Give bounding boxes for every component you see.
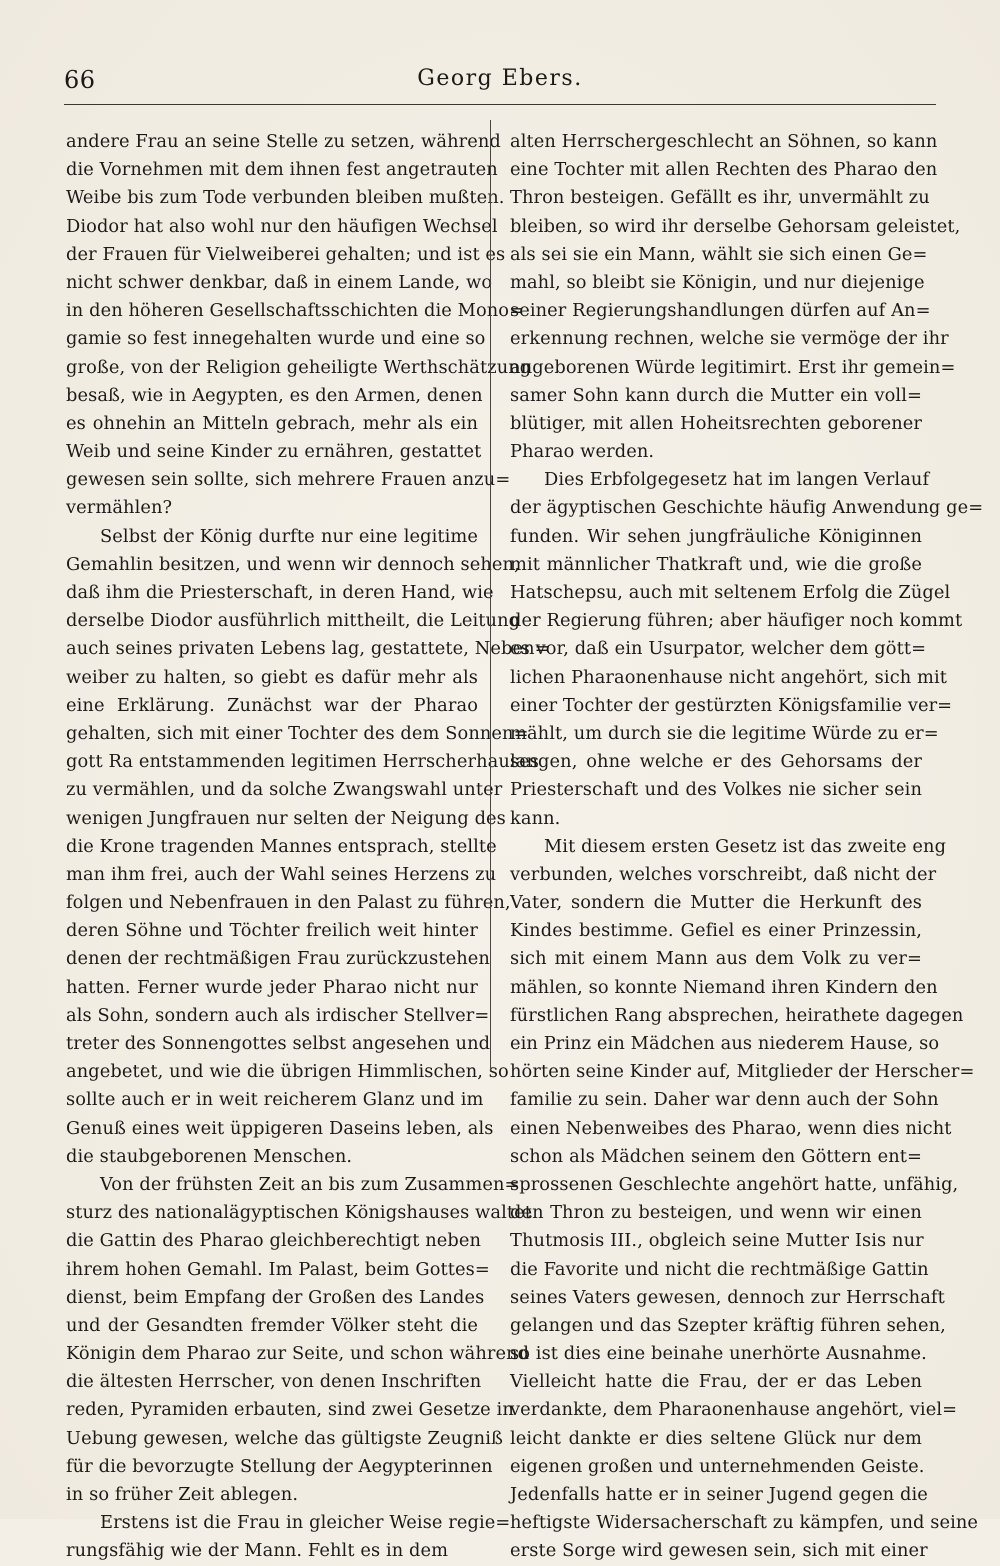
text-line: sprossenen Geschlechte angehört hatte, unfähig, [510,1173,959,1195]
text-line: blütiger, mit allen Hoheitsrechten geborener [510,412,922,434]
text-line: familie zu sein. Daher war denn auch der Sohn [510,1089,939,1111]
text-line: wenigen Jungfrauen nur selten der Neigung des [66,807,506,829]
text-line: gamie so fest innegehalten wurde und eine so [66,328,486,350]
text-line: Uebung gewesen, welche das gültigste Zeugniß [66,1427,503,1449]
text-line: derselbe Diodor ausführlich mittheilt, die Leitung [66,610,521,632]
text-line: eine Erklärung. Zunächst war der Pharao [66,694,478,716]
text-line: Dies Erbfolgegesetz hat im langen Verlauf [544,469,930,491]
text-line: man ihm frei, auch der Wahl seines Herzens zu [66,863,497,885]
text-line: Erstens ist die Frau in gleicher Weise regie= [100,1512,511,1534]
text-line: die staubgeborenen Menschen. [66,1145,353,1167]
text-line: Pharao werden. [510,441,655,463]
text-line: sturz des nationalägyptischen Königshauses waltet [66,1202,532,1224]
text-line: einer Tochter der gestürzten Königsfamilie ver= [510,694,953,716]
text-line: Hatschepsu, auch mit seltenem Erfolg die Zügel [510,582,951,603]
text-line: schon als Mädchen seinem den Göttern ent= [510,1145,922,1167]
text-line: fürstlichen Rang absprechen, heirathete dagegen [510,1004,964,1026]
text-line: reden, Pyramiden erbauten, sind zwei Gesetze in [66,1399,514,1421]
text-line: Kindes bestimme. Gefiel es einer Prinzessin, [510,920,922,942]
text-line: folgen und Nebenfrauen in den Palast zu führen, [66,892,511,914]
text-line: langen, ohne welche er des Gehorsams der [510,751,922,773]
text-line: Diodor hat also wohl nur den häufigen Wechsel [66,215,498,237]
text-line: verdankte, dem Pharaonenhause angehört, viel= [510,1399,958,1421]
text-line: deren Söhne und Töchter freilich weit hinter [66,920,478,942]
text-line: mählen, so konnte Niemand ihren Kindern den [510,976,938,998]
text-line: gewesen sein sollte, sich mehrere Frauen anzu= [66,469,511,491]
text-line: Weib und seine Kinder zu ernähren, gestattet [66,441,482,463]
text-line: für die bevorzugte Stellung der Aegypterinnen [66,1455,493,1477]
text-line: in so früher Zeit ablegen. [66,1484,299,1505]
text-line: dienst, beim Empfang der Großen des Landes [66,1286,485,1308]
text-line: erkennung rechnen, welche sie vermöge der ihr [510,328,949,350]
text-line: hatten. Ferner wurde jeder Pharao nicht nur [66,976,478,998]
running-head: Georg Ebers. [417,66,583,91]
text-line: verbunden, welches vorschreibt, daß nicht der [510,863,937,885]
text-line: kann. [510,807,561,829]
header-rule [64,104,936,105]
text-line: die Krone tragenden Mannes entsprach, stellte [66,835,497,857]
text-line: als sei sie ein Mann, wählt sie sich einen Ge= [510,243,928,265]
text-line: es ohnehin an Mitteln gebrach, mehr als ein [66,412,478,434]
text-line: ein Prinz ein Mädchen aus niederem Hause, so [510,1033,940,1054]
text-line: samer Sohn kann durch die Mutter ein voll= [510,384,922,406]
text-line: gott Ra entstammenden legitimen Herrscherhauses [66,751,539,773]
text-line: in den höheren Gesellschaftsschichten die Mono= [66,300,525,322]
text-line: die ältesten Herrscher, von denen Inschriften [66,1371,482,1393]
text-line: heftigste Widersacherschaft zu kämpfen, und seine [510,1512,979,1534]
text-line: Königin dem Pharao zur Seite, und schon während [66,1343,530,1365]
text-line: Gemahlin besitzen, und wenn wir dennoch sehen, [66,553,520,575]
text-line: Selbst der König durfte nur eine legitime [100,525,478,547]
text-line: seines Vaters gewesen, dennoch zur Herrschaft [510,1286,945,1308]
text-line: mit männlicher Thatkraft und, wie die große [510,553,922,575]
text-line: der Regierung führen; aber häufiger noch kommt [510,610,963,632]
text-line: gehalten, sich mit einer Tochter des dem Sonnen= [66,722,529,744]
text-line: es vor, daß ein Usurpator, welcher dem gött= [510,638,927,660]
text-line: weiber zu halten, so giebt es dafür mehr als [66,666,478,688]
text-line: die Favorite und nicht die rechtmäßige Gattin [510,1258,929,1280]
text-line: Vater, sondern die Mutter die Herkunft des [510,892,922,914]
text-line: Mit diesem ersten Gesetz ist das zweite eng [544,835,947,857]
text-line: den Thron zu besteigen, und wenn wir einen [510,1202,922,1224]
text-line: vermählen? [66,497,173,519]
text-line: treter des Sonnengottes selbst angesehen und [66,1033,491,1054]
text-line: als Sohn, sondern auch als irdischer Stellver= [66,1004,490,1026]
text-line: seiner Regierungshandlungen dürfen auf An= [510,300,931,322]
text-line: die Vornehmen mit dem ihnen fest angetrauten [66,159,498,181]
text-line: andere Frau an seine Stelle zu setzen, während [66,131,501,152]
text-line: einen Nebenweibes des Pharao, wenn dies nicht [510,1117,952,1139]
text-line: Thron besteigen. Gefällt es ihr, unvermählt zu [510,187,930,209]
text-line: gelangen und das Szepter kräftig führen sehen, [510,1314,946,1336]
text-line: eigenen großen und unternehmenden Geiste. [510,1455,925,1477]
text-line: leicht dankte er dies seltene Glück nur dem [510,1427,922,1449]
text-line: lichen Pharaonenhause nicht angehört, sich mit [510,666,948,688]
text-line: nicht schwer denkbar, daß in einem Lande, wo [66,271,493,293]
text-line: zu vermählen, und da solche Zwangswahl unter [66,779,503,801]
text-line: hörten seine Kinder auf, Mitglieder der Herscher= [510,1061,975,1083]
text-line: der Frauen für Vielweiberei gehalten; und ist es [66,243,506,265]
text-line: so ist dies eine beinahe unerhörte Ausnahme. [510,1343,927,1365]
text-line: sollte auch er in weit reicherem Glanz und im [66,1089,484,1111]
text-line: bleiben, so wird ihr derselbe Gehorsam geleistet, [510,215,961,237]
text-line: ihrem hohen Gemahl. Im Palast, beim Gottes= [66,1258,490,1280]
text-line: angeborenen Würde legitimirt. Erst ihr gemein= [510,356,956,378]
text-line: funden. Wir sehen jungfräuliche Königinnen [510,525,922,547]
page-number: 66 [64,66,96,94]
text-line: Jedenfalls hatte er in seiner Jugend gegen die [510,1484,928,1505]
text-line: besaß, wie in Aegypten, es den Armen, denen [66,384,483,406]
text-line: alten Herrschergeschlecht an Söhnen, so kann [510,131,938,152]
text-line: erste Sorge wird gewesen sein, sich mit einer [510,1540,928,1562]
column-divider [490,120,491,1072]
text-line: mählt, um durch sie die legitime Würde zu er= [510,722,939,744]
text-line: auch seines privaten Lebens lag, gestattete, Neben= [66,638,550,660]
text-line: Thutmosis III., obgleich seine Mutter Isis nur [510,1230,924,1252]
text-line: Weibe bis zum Tode verbunden bleiben mußten. [66,187,505,209]
text-line: der ägyptischen Geschichte häufig Anwendung ge= [510,497,984,519]
page-header [64,66,936,100]
text-line: große, von der Religion geheiligte Werthschätzung [66,356,532,378]
text-line: angebetet, und wie die übrigen Himmlischen, so [66,1061,509,1083]
text-line: mahl, so bleibt sie Königin, und nur diejenige [510,271,925,293]
text-line: Priesterschaft und des Volkes nie sicher sein [510,779,922,801]
right-column [510,128,984,1566]
text-line: Genuß eines weit üppigeren Daseins leben, als [66,1117,494,1139]
text-line: und der Gesandten fremder Völker steht die [66,1314,478,1336]
text-line: daß ihm die Priesterschaft, in deren Hand, wie [66,582,494,603]
text-line: sich mit einem Mann aus dem Volk zu ver= [510,948,922,970]
text-line: denen der rechtmäßigen Frau zurückzustehen [66,948,490,970]
text-line: Vielleicht hatte die Frau, der er das Leben [510,1371,922,1393]
text-line: rungsfähig wie der Mann. Fehlt es in dem [66,1540,449,1562]
text-line: Von der frühsten Zeit an bis zum Zusammen= [100,1173,520,1195]
text-line: eine Tochter mit allen Rechten des Pharao den [510,159,938,181]
text-line: die Gattin des Pharao gleichberechtigt neben [66,1230,482,1252]
